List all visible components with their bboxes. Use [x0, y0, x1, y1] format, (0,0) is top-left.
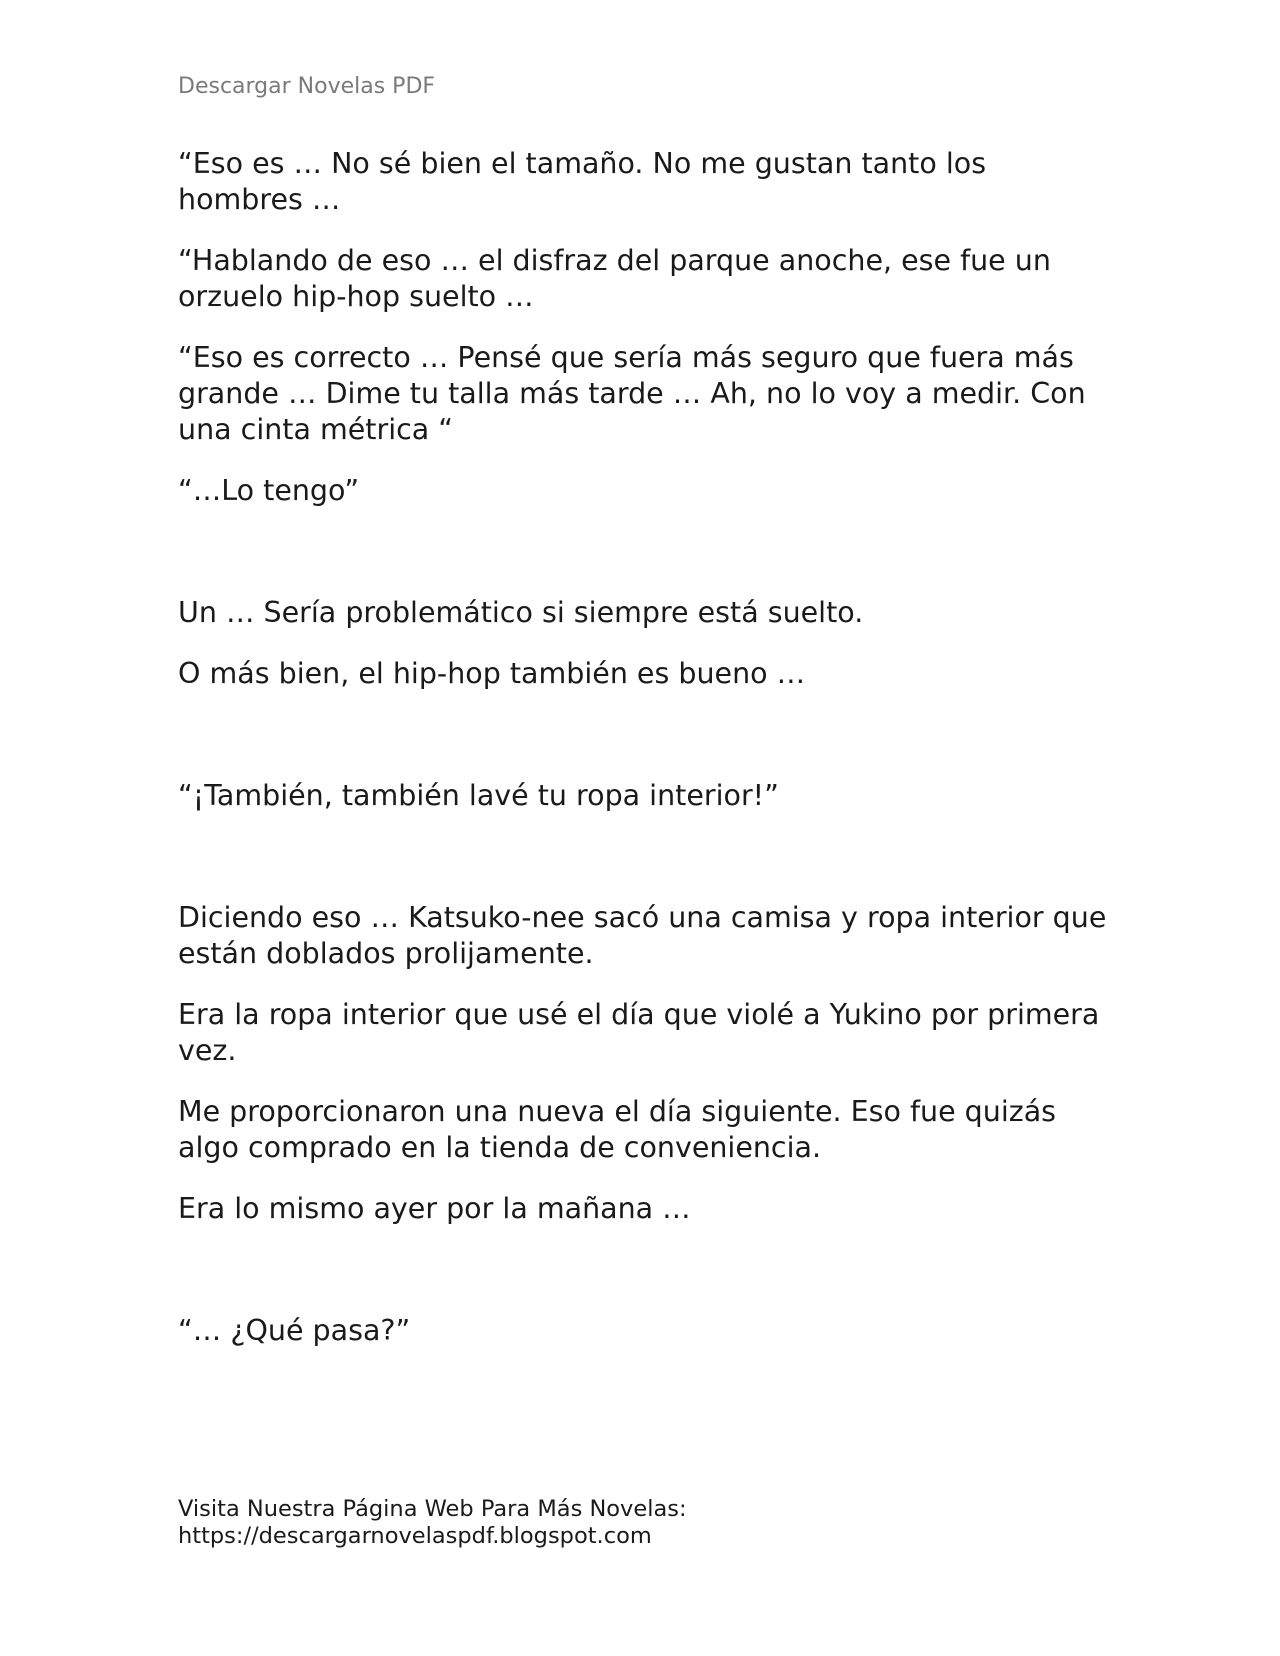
footer-website-link[interactable]: https://descargarnovelaspdf.blogspot.com — [178, 1523, 652, 1549]
paragraph: “…Lo tengo” — [178, 474, 360, 507]
paragraph: Me proporcionaron una nueva el día siguiente. Eso fue quizás algo comprado en la tienda de conveniencia. — [178, 1095, 1057, 1164]
paragraph: Un … Sería problemático si siempre está suelto. — [178, 596, 864, 629]
paragraph: “… ¿Qué pasa?” — [178, 1314, 411, 1347]
paragraph: “Eso es … No sé bien el tamaño. No me gustan tanto los hombres … — [178, 147, 987, 216]
paragraph: Era la ropa interior que usé el día que violé a Yukino por primera vez. — [178, 998, 1100, 1067]
paragraph: “¡También, también lavé tu ropa interior!” — [178, 779, 779, 812]
paragraph: “Eso es correcto … Pensé que sería más seguro que fuera más grande … Dime tu talla más tarde … Ah, no lo voy a medir. Con una cinta métrica “ — [178, 341, 1086, 446]
paragraph: “Hablando de eso … el disfraz del parque anoche, ese fue un orzuelo hip-hop suelto … — [178, 244, 1051, 313]
paragraph: Diciendo eso … Katsuko-nee sacó una camisa y ropa interior que están doblados prolijamente. — [178, 901, 1107, 970]
footer-promo-text: Visita Nuestra Página Web Para Más Novelas: — [178, 1496, 687, 1522]
page-header: Descargar Novelas PDF — [178, 74, 436, 99]
paragraph: O más bien, el hip-hop también es bueno … — [178, 657, 806, 690]
page-footer — [178, 1496, 687, 1550]
paragraph: Era lo mismo ayer por la mañana … — [178, 1192, 691, 1225]
